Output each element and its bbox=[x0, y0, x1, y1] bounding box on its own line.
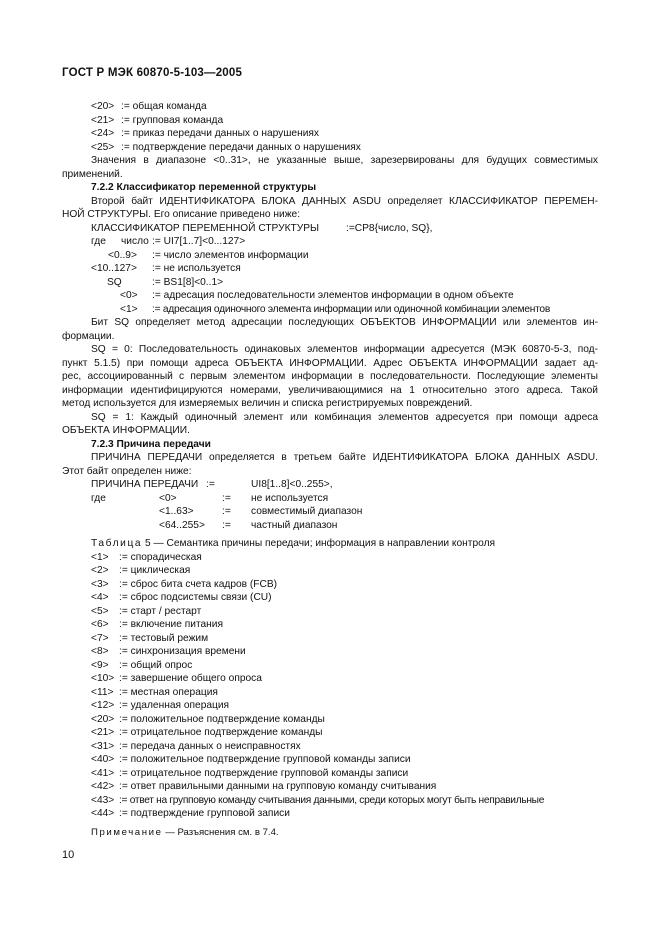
note-label: Примечание bbox=[91, 827, 163, 838]
section-heading-722: 7.2.2 Классификатор переменной структуры bbox=[91, 182, 317, 193]
item-code: <3> bbox=[91, 578, 109, 590]
item-code: <20> bbox=[91, 713, 115, 725]
item-text: := подтверждение групповой записи bbox=[119, 808, 290, 819]
field-def: := BS1[8]<0..1> bbox=[152, 276, 224, 288]
item-text: := положительное подтверждение команды bbox=[119, 713, 325, 725]
table-caption bbox=[91, 537, 495, 551]
item-code: <11> bbox=[91, 686, 114, 698]
item-text: := завершение общего опроса bbox=[119, 673, 262, 684]
item-text: := ответ правильными данными на групповую команду считывания bbox=[119, 781, 437, 792]
item-code: <25> bbox=[91, 141, 115, 153]
item-text: := передача данных о неисправностях bbox=[119, 740, 301, 752]
range-text: := число элементов информации bbox=[152, 249, 309, 261]
item-code: <31> bbox=[91, 740, 115, 752]
assign-symbol: := bbox=[206, 479, 215, 490]
item-text: := спорадическая bbox=[119, 551, 202, 563]
paragraph-cont: Этот байт определен ниже: bbox=[62, 465, 192, 477]
definition-value: :=CP8{число, SQ}, bbox=[346, 222, 433, 234]
paragraph-cont: НОЙ СТРУКТУРЫ. Его описание приведено ниже: bbox=[62, 209, 301, 220]
item-code: <21> bbox=[91, 727, 115, 738]
item-code: <41> bbox=[91, 767, 115, 779]
reserved-note: Значения в диапазоне <0..31>, не указанные выше, зарезервированы для будущих совместимых bbox=[91, 155, 598, 166]
item-text: := сброс подсистемы связи (CU) bbox=[119, 592, 272, 603]
value-text: := адресация последовательности элементов информации в одном объекте bbox=[152, 290, 514, 301]
reserved-note-cont: применений. bbox=[62, 168, 123, 180]
paragraph-cont: рес, ассоциированный с первым элементом информации в последовательности. Последующие элементы bbox=[62, 371, 598, 382]
paragraph-cont: пункт 5.1.5) при помощи адреса ОБЪЕКТА ИНФОРМАЦИИ. Адрес ОБЪЕКТА ИНФОРМАЦИИ задает ад- bbox=[62, 357, 598, 369]
paragraph: ПРИЧИНА ПЕРЕДАЧИ определяется в третьем байте ИДЕНТИФИКАТОРА БЛОКА ДАННЫХ ASDU. bbox=[91, 452, 598, 463]
item-text: := общий опрос bbox=[119, 659, 193, 671]
table-note bbox=[91, 826, 279, 840]
item-text: := общая команда bbox=[121, 101, 207, 112]
value-code: <1> bbox=[120, 303, 138, 315]
range-code: <1..63> bbox=[159, 506, 194, 517]
item-text: := ответ на групповую команду считывания данными, среди которых могут быть неправильные bbox=[119, 794, 545, 806]
item-text: := синхронизация времени bbox=[119, 646, 246, 657]
item-code: <20> bbox=[91, 101, 115, 112]
item-code: <42> bbox=[91, 781, 115, 792]
paragraph-cont: ОБЪЕКТА ИНФОРМАЦИИ. bbox=[62, 425, 190, 436]
item-text: := старт / рестарт bbox=[119, 605, 202, 617]
paragraph: Бит SQ определяет метод адресации последующих ОБЪЕКТОВ ИНФОРМАЦИИ или элементов ин- bbox=[91, 317, 598, 328]
range-text: := не используется bbox=[152, 263, 241, 274]
item-code: <7> bbox=[91, 632, 109, 644]
page-number: 10 bbox=[62, 849, 75, 861]
table-label: Таблица bbox=[91, 538, 143, 549]
item-text: := отрицательное подтверждение групповой команды записи bbox=[119, 767, 409, 779]
item-code: <10> bbox=[91, 673, 115, 684]
value-code: <0> bbox=[120, 290, 138, 301]
where-label: где bbox=[91, 492, 106, 504]
paragraph: SQ = 0: Последовательность одинаковых элементов информации адресуется (МЭК 60870-5-3, под- bbox=[91, 344, 598, 355]
definition-name: ПРИЧИНА ПЕРЕДАЧИ bbox=[91, 479, 199, 490]
range-code: <0> bbox=[159, 492, 177, 504]
item-code: <21> bbox=[91, 114, 115, 126]
paragraph: Второй байт ИДЕНТИФИКАТОРА БЛОКА ДАННЫХ ASDU определяет КЛАССИФИКАТОР ПЕРЕМЕН- bbox=[91, 195, 598, 207]
paragraph-cont: метод используется для измеряемых величин и списка регистрируемых повреждений. bbox=[62, 398, 473, 409]
range-text: частный диапазон bbox=[251, 519, 338, 531]
item-code: <9> bbox=[91, 659, 109, 671]
item-text: := сброс бита счета кадров (FCB) bbox=[119, 578, 278, 590]
assign-symbol: := bbox=[222, 492, 231, 504]
paragraph: SQ = 1: Каждый одиночный элемент или комбинация элементов адресуется при помощи адреса bbox=[91, 411, 598, 423]
assign-symbol: := bbox=[222, 519, 231, 531]
item-text: := положительное подтверждение групповой команды записи bbox=[119, 754, 411, 765]
assign-symbol: := bbox=[222, 506, 231, 517]
item-text: := приказ передачи данных о нарушениях bbox=[121, 128, 320, 139]
definition-name: КЛАССИФИКАТОР ПЕРЕМЕННОЙ СТРУКТУРЫ bbox=[91, 222, 320, 234]
item-text: := тестовый режим bbox=[119, 632, 209, 644]
note-text: — Разъяснения см. в 7.4. bbox=[165, 827, 279, 838]
field-name: число bbox=[121, 236, 149, 247]
item-code: <24> bbox=[91, 128, 115, 139]
item-text: := групповая команда bbox=[121, 114, 224, 126]
item-code: <1> bbox=[91, 551, 109, 563]
range-text: совместимый диапазон bbox=[251, 506, 363, 517]
value-text: := адресация одиночного элемента информации или одиночной комбинации элементов bbox=[152, 303, 551, 315]
document-header: ГОСТ Р МЭК 60870-5-103—2005 bbox=[62, 67, 243, 79]
range-text: не используется bbox=[251, 492, 329, 504]
table-caption-text: 5 — Семантика причины передачи; информация в направлении контроля bbox=[145, 538, 496, 549]
definition-value: UI8[1..8]<0..255>, bbox=[251, 479, 333, 490]
item-text: := циклическая bbox=[119, 565, 191, 576]
paragraph-cont: формации. bbox=[62, 330, 115, 342]
item-code: <40> bbox=[91, 754, 115, 765]
where-label: где bbox=[91, 236, 106, 247]
item-code: <8> bbox=[91, 646, 109, 657]
field-name: SQ bbox=[107, 276, 122, 288]
paragraph-cont: информации идентифицируются номерами, увеличивающимися на 1 относительно этого адреса. Такой bbox=[62, 384, 598, 396]
item-text: := подтверждение передачи данных о нарушениях bbox=[121, 141, 361, 153]
item-code: <43> bbox=[91, 794, 115, 806]
range-code: <64..255> bbox=[159, 519, 205, 531]
item-text: := местная операция bbox=[119, 686, 218, 698]
item-code: <12> bbox=[91, 700, 115, 711]
range-code: <0..9> bbox=[108, 249, 137, 261]
item-code: <4> bbox=[91, 592, 109, 603]
item-text: := включение питания bbox=[119, 619, 223, 630]
section-heading-723: 7.2.3 Причина передачи bbox=[91, 438, 211, 450]
item-code: <6> bbox=[91, 619, 109, 630]
item-text: := удаленная операция bbox=[119, 700, 230, 711]
field-def: := UI7[1..7]<0...127> bbox=[152, 236, 246, 247]
item-code: <44> bbox=[91, 808, 115, 819]
item-code: <2> bbox=[91, 565, 109, 576]
range-code: <10..127> bbox=[91, 263, 137, 274]
item-code: <5> bbox=[91, 605, 109, 617]
item-text: := отрицательное подтверждение команды bbox=[119, 727, 323, 738]
